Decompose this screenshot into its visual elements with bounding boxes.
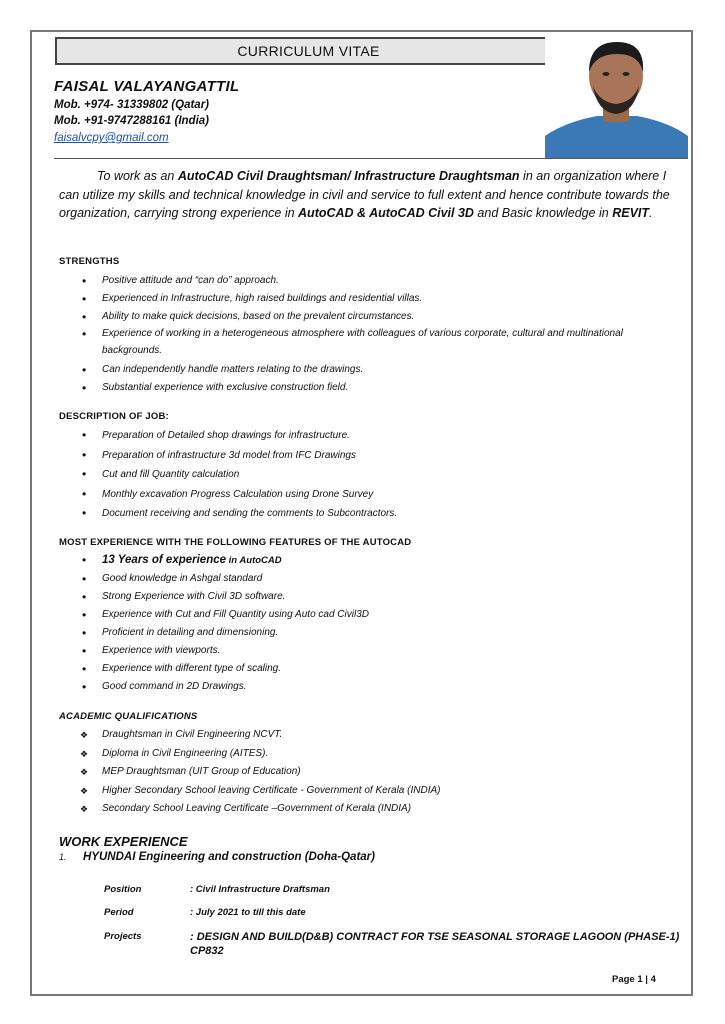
list-item: • Experience with Cut and Fill Quantity using Auto cad Civil3D [80, 606, 640, 624]
candidate-name: FAISAL VALAYANGATTIL [54, 78, 240, 95]
strengths-list [80, 272, 640, 397]
header-divider [54, 158, 688, 159]
list-item: • Strong Experience with Civil 3D software. [80, 588, 640, 606]
list-item: • Experienced in Infrastructure, high raised buildings and residential villas. [80, 290, 640, 308]
list-item: • Experience of working in a heterogeneous atmosphere with colleagues of various corporate, cultural and multinational backgrounds. [80, 326, 640, 361]
strengths-heading: STRENGTHS [59, 256, 120, 267]
list-item: • Experience with viewports. [80, 642, 640, 660]
list-item: • Document receiving and sending the comments to Subcontractors. [80, 504, 640, 524]
career-objective: To work as an AutoCAD Civil Draughtsman/ Infrastructure Draughtsman in an organization where I can utilize my skills and technical knowledge in civil and service to full extent and hence contribute towards the organization, carrying strong experience in AutoCAD & AutoCAD Civil 3D and Basic knowledge in REVIT. [59, 169, 670, 220]
list-item: ❖ Draughtsman in Civil Engineering NCVT. [80, 726, 640, 745]
list-item: • Positive attitude and “can do” approach. [80, 272, 640, 290]
list-item: • Preparation of Detailed shop drawings for infrastructure. [80, 426, 640, 446]
list-item: ❖ MEP Draughtsman (UIT Group of Education) [80, 763, 640, 782]
profile-photo [545, 34, 688, 158]
list-item: • Can independently handle matters relating to the drawings. [80, 361, 640, 379]
job-description-heading: DESCRIPTION OF JOB: [59, 411, 169, 422]
period-label: Period [104, 907, 134, 918]
list-item: • Cut and fill Quantity calculation [80, 465, 640, 485]
autocad-list [80, 551, 640, 696]
list-item: • Experience with different type of scaling. [80, 660, 640, 678]
list-item: ❖ Higher Secondary School leaving Certificate - Government of Kerala (INDIA) [80, 782, 640, 801]
list-item: ❖ Diploma in Civil Engineering (AITES). [80, 745, 640, 764]
list-item: • Preparation of infrastructure 3d model from IFC Drawings [80, 446, 640, 466]
position-value: : Civil Infrastructure Draftsman [190, 884, 330, 895]
page-number: Page 1 | 4 [612, 974, 656, 985]
projects-label: Projects [104, 931, 142, 942]
autocad-heading: MOST EXPERIENCE WITH THE FOLLOWING FEATURES OF THE AUTOCAD [59, 537, 412, 548]
list-item: • Ability to make quick decisions, based on the prevalent circumstances. [80, 308, 640, 326]
list-item: • Substantial experience with exclusive construction field. [80, 379, 640, 397]
academic-heading: ACADEMIC QUALIFICATIONS [59, 711, 198, 722]
employer: 1. HYUNDAI Engineering and construction (Doha-Qatar) [59, 851, 375, 863]
list-item: • 13 Years of experience in AutoCAD [80, 551, 640, 570]
work-experience-heading: WORK EXPERIENCE [59, 834, 188, 849]
list-item: • Good command in 2D Drawings. [80, 678, 640, 696]
list-item: • Monthly excavation Progress Calculation using Drone Survey [80, 485, 640, 505]
list-item: • Good knowledge in Ashgal standard [80, 570, 640, 588]
list-item: ❖ Secondary School Leaving Certificate –Government of Kerala (INDIA) [80, 800, 640, 819]
period-value: : July 2021 to till this date [190, 907, 306, 918]
email-link[interactable]: faisalvcpy@gmail.com [54, 132, 169, 144]
projects-value: : DESIGN AND BUILD(D&B) CONTRACT FOR TSE SEASONAL STORAGE LAGOON (PHASE-1) CP832 [190, 931, 680, 957]
position-label: Position [104, 884, 142, 895]
cv-title: CURRICULUM VITAE [55, 37, 562, 65]
phone-qatar: Mob. +974- 31339802 (Qatar) [54, 99, 210, 111]
academic-list [80, 726, 640, 819]
job-description-list [80, 426, 640, 524]
list-item: • Proficient in detailing and dimensioning. [80, 624, 640, 642]
phone-india: Mob. +91-9747288161 (India) [54, 115, 210, 127]
